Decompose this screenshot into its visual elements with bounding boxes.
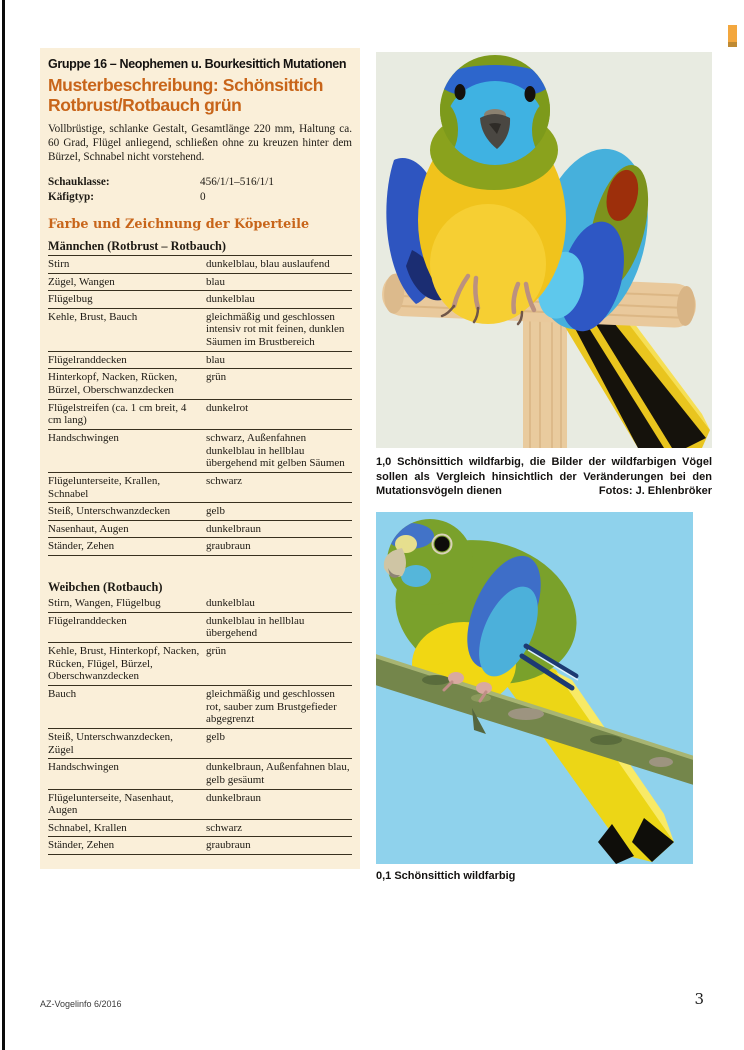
- meta-label: Käfigtyp:: [48, 190, 94, 203]
- table-row: Flügelunterseite, Nasenhaut, Augen dunkelbraun: [48, 789, 352, 819]
- description-panel: [40, 48, 360, 869]
- table-section-heading-row: [48, 580, 352, 595]
- table-row: Stirn, Wangen, Flügelbug dunkelblau: [48, 595, 352, 612]
- page-corner-tab: [728, 25, 737, 47]
- photo2-caption: 0,1 Schönsittich wildfarbig: [376, 870, 516, 882]
- female-eye: [435, 537, 450, 552]
- table-row: Kehle, Brust, Bauch gleichmäßig und geschlossen intensiv rot mit feinen, dunklen Säumen im Brustbereich: [48, 308, 352, 351]
- meta-block: [48, 175, 352, 205]
- table-row: Flügelstreifen (ca. 1 cm breit, 4 cm lang) dunkelrot: [48, 399, 352, 429]
- page-title-line1: Musterbeschreibung: Schönsittich: [48, 75, 324, 95]
- table-row: Steiß, Unterschwanzdecken, Zügel gelb: [48, 728, 352, 758]
- table-row: Ständer, Zehen graubraun: [48, 837, 352, 855]
- table-row: Flügelbug dunkelblau: [48, 291, 352, 309]
- page-edge-rule: [2, 0, 5, 1050]
- section-heading: Farbe und Zeichnung der Köperteile: [48, 216, 310, 232]
- photo1-caption: [376, 455, 712, 499]
- photo1-caption-text: 1,0 Schönsittich wildfarbig, die Bilder der wildfarbigen Vögel sollen als Vergleich hinsichtlich der Veränderungen bei den Mutationsvögeln dienen: [376, 456, 712, 498]
- table-row: Flügelunterseite, Krallen, Schnabel schwarz: [48, 472, 352, 502]
- table-row: Handschwingen dunkelbraun, Außenfahnen blau, gelb gesäumt: [48, 759, 352, 789]
- male-eye-left: [455, 84, 466, 100]
- footer-journal: AZ-Vogelinfo 6/2016: [40, 999, 122, 1009]
- female-spec-table: [48, 580, 352, 855]
- female-parrot-illustration: [376, 512, 693, 864]
- table-row: Nasenhaut, Augen dunkelbraun: [48, 520, 352, 538]
- wooden-post: [523, 307, 567, 448]
- footer-page-number: 3: [694, 990, 704, 1008]
- page-title: [48, 76, 352, 115]
- meta-value: 0: [200, 190, 206, 203]
- table-section-heading: Männchen (Rotbrust – Rotbauch): [48, 239, 352, 256]
- meta-row-kaefigtyp: [48, 190, 352, 205]
- table-row: Ständer, Zehen graubraun: [48, 538, 352, 556]
- table-section-heading: Weibchen (Rotbauch): [48, 580, 163, 595]
- table-row: Flügelranddecken dunkelblau in hellblau übergehend: [48, 612, 352, 642]
- table-row: Bauch gleichmäßig und geschlossen rot, sauber zum Brustgefieder abgegrenzt: [48, 686, 352, 729]
- page-title-line2: Rotbrust/Rotbauch grün: [48, 94, 242, 115]
- female-parrot-photo: [376, 512, 693, 864]
- table-row: Steiß, Unterschwanzdecken gelb: [48, 503, 352, 521]
- male-spec-table: [48, 239, 352, 556]
- table-row: Hinterkopf, Nacken, Rücken, Bürzel, Oberschwanzdecken grün: [48, 369, 352, 399]
- group-kicker: Gruppe 16 – Neophemen u. Bourkesittich Mutationen: [48, 57, 347, 71]
- table-row: Stirn dunkelblau, blau auslaufend: [48, 255, 352, 273]
- table-row: Handschwingen schwarz, Außenfahnen dunkelblau in hellblau übergehend mit gelben Säumen: [48, 429, 352, 472]
- male-parrot-photo: [376, 52, 712, 448]
- male-parrot-illustration: [376, 52, 712, 448]
- meta-label: Schauklasse:: [48, 176, 110, 189]
- meta-row-schauklasse: [48, 175, 352, 190]
- table-row: Flügelranddecken blau: [48, 351, 352, 369]
- photo-credit: Fotos: J. Ehlenbröker: [598, 485, 712, 498]
- meta-value: 456/1/1–516/1/1: [200, 176, 274, 189]
- male-eye-right: [525, 86, 536, 102]
- intro-paragraph: Vollbrüstige, schlanke Gestalt, Gesamtlänge 220 mm, Haltung ca. 60 Grad, Flügel anliegend, schließen ohne zu kreuzen hinter dem Bürzel, Schnabel nicht vorstehend.: [48, 123, 352, 164]
- table-row: Schnabel, Krallen schwarz: [48, 819, 352, 837]
- table-section-heading-row: [48, 239, 352, 256]
- table-row: Zügel, Wangen blau: [48, 273, 352, 291]
- table-row: Kehle, Brust, Hinterkopf, Nacken, Rücken, Flügel, Bürzel, Oberschwanzdecken grün: [48, 643, 352, 686]
